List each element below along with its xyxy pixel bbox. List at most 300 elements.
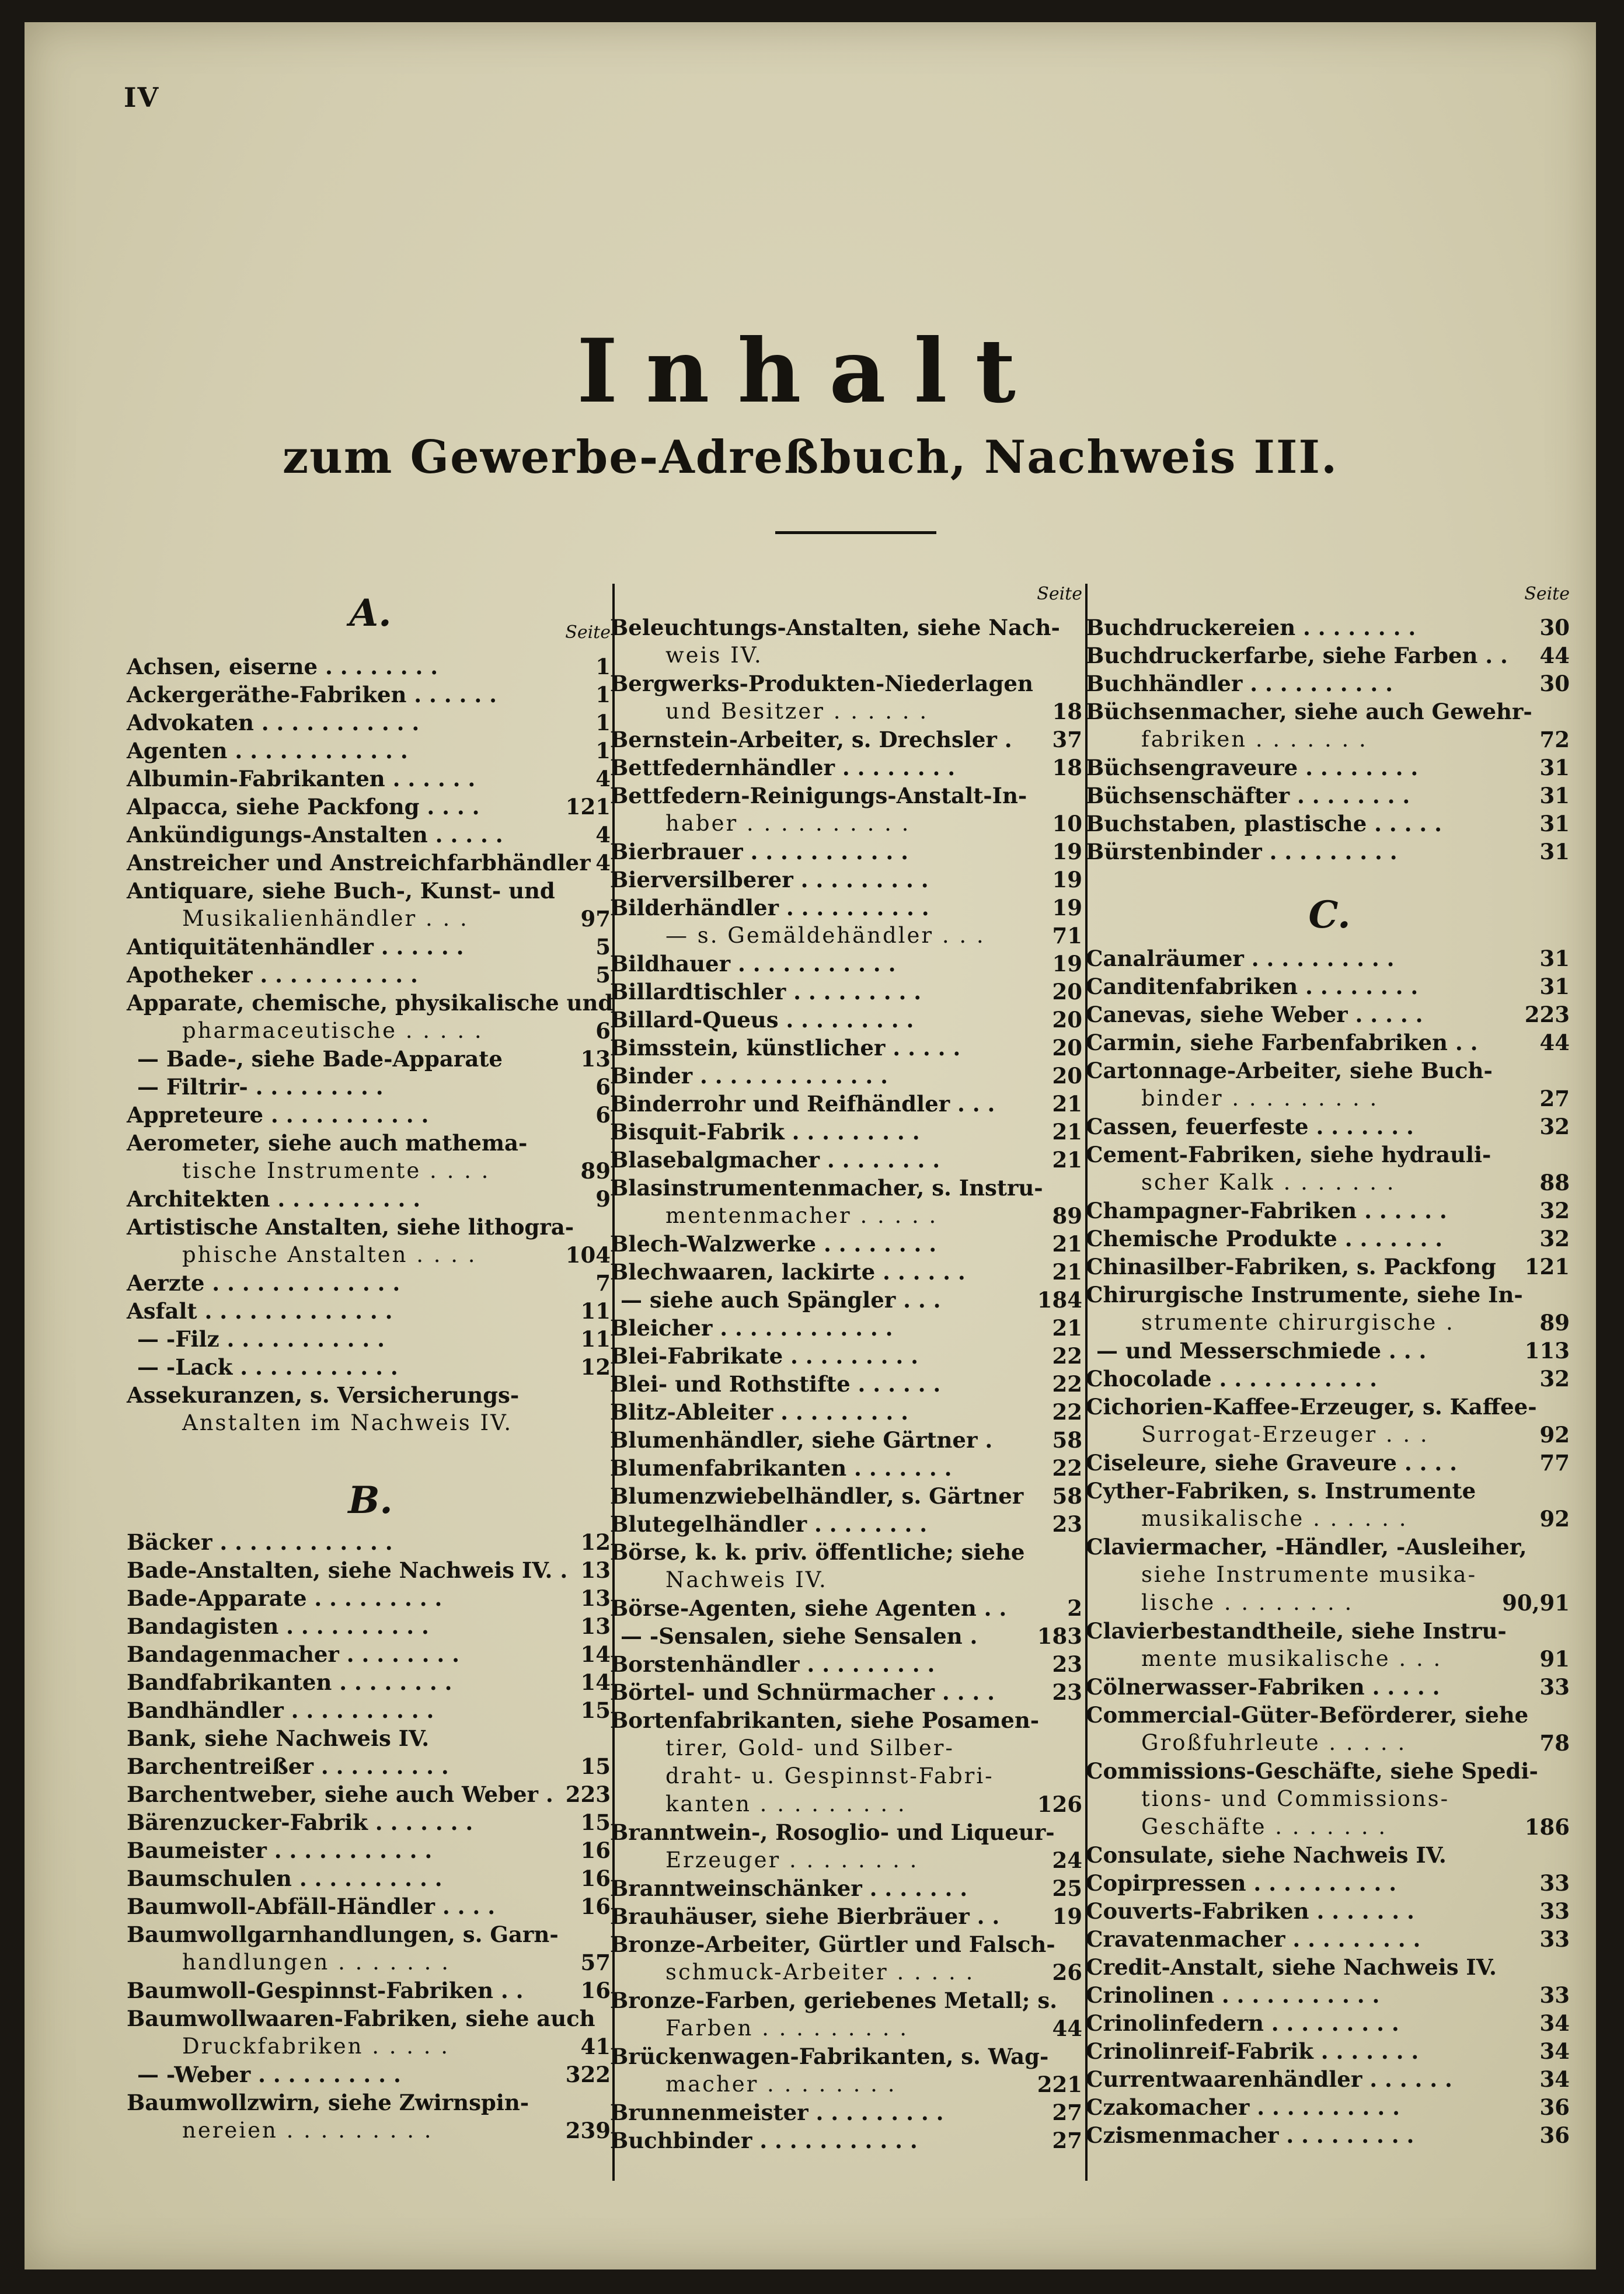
entry-page: 184 xyxy=(1037,1287,1082,1313)
entry-text: Blei- und Rothstifte . . . . . . xyxy=(610,1371,941,1397)
entry-page: 31 xyxy=(1539,946,1570,971)
entry-text: Canevas, siehe Weber . . . . . xyxy=(1086,1002,1423,1027)
entry-text: Bettfedern-Reinigungs-Anstalt-In- xyxy=(610,783,1027,808)
index-entry xyxy=(1086,810,1573,838)
index-entry xyxy=(1086,1309,1573,1337)
entry-text: Beleuchtungs-Anstalten, siehe Nach- xyxy=(610,615,1060,640)
entry-text: Champagner-Fabriken . . . . . . xyxy=(1086,1198,1447,1223)
entry-text: mentenmacher . . . . . xyxy=(665,1203,938,1228)
entry-text: Farben . . . . . . . . . xyxy=(665,2016,909,2041)
entry-text: Nachweis IV. xyxy=(665,1567,828,1592)
entry-page: 24 xyxy=(1052,1847,1082,1873)
index-entry xyxy=(610,1202,1086,1230)
index-entry xyxy=(1086,1617,1573,1645)
index-entry xyxy=(1086,642,1573,670)
entry-page: 20 xyxy=(1052,979,1082,1005)
index-entry xyxy=(1086,1757,1573,1785)
entry-text: Commercial-Güter-Beförderer, siehe xyxy=(1086,1702,1529,1728)
entry-text: Bierbrauer . . . . . . . . . . . xyxy=(610,839,909,864)
entry-text: Architekten . . . . . . . . . . xyxy=(127,1186,421,1212)
index-entry xyxy=(610,950,1086,978)
entry-text: fabriken . . . . . . . xyxy=(1141,727,1368,752)
entry-page: 16 xyxy=(580,1866,611,1891)
entry-text: handlungen . . . . . . . xyxy=(182,1950,450,1975)
document-page xyxy=(25,22,1596,2269)
entry-text: kanten . . . . . . . . . xyxy=(665,1791,907,1817)
index-entry xyxy=(127,793,614,821)
index-entry xyxy=(610,1958,1086,1986)
index-entry xyxy=(1086,2037,1573,2065)
index-entry xyxy=(127,737,614,765)
entry-text: Bade-Apparate . . . . . . . . . xyxy=(127,1585,442,1611)
entry-page: 22 xyxy=(1052,1371,1082,1397)
index-entry xyxy=(610,1006,1086,1034)
index-entry xyxy=(610,1146,1086,1174)
entry-page: 11 xyxy=(580,1298,611,1324)
index-entry xyxy=(610,1370,1086,1398)
entry-text: Buchhändler . . . . . . . . . . xyxy=(1086,671,1393,696)
entry-page: 21 xyxy=(1052,1315,1082,1341)
entry-page: 18 xyxy=(1052,699,1082,724)
index-entry xyxy=(610,1678,1086,1706)
entry-page: 25 xyxy=(1052,1875,1082,1901)
entry-page: 15 xyxy=(580,1697,611,1723)
index-entry xyxy=(127,1920,614,1948)
index-entry xyxy=(610,1230,1086,1258)
entry-text: Bildhauer . . . . . . . . . . . xyxy=(610,951,896,977)
page-title: Inhalt xyxy=(577,320,1044,423)
entry-text: Albumin-Fabrikanten . . . . . . xyxy=(127,766,476,792)
index-entry xyxy=(1086,1057,1573,1085)
index-entry xyxy=(1086,1869,1573,1897)
entry-text: Buchdruckereien . . . . . . . . xyxy=(1086,615,1416,640)
index-entry xyxy=(127,1948,614,1976)
entry-page: 33 xyxy=(1539,1926,1570,1952)
index-entry xyxy=(610,1566,1086,1594)
entry-text: Cravatenmacher . . . . . . . . . xyxy=(1086,1926,1421,1952)
index-entry xyxy=(127,1864,614,1892)
index-entry xyxy=(610,838,1086,866)
entry-text: Blumenfabrikanten . . . . . . . xyxy=(610,1455,952,1481)
entry-page: 23 xyxy=(1052,1511,1082,1537)
entry-text: Clavierbestandtheile, siehe Instru- xyxy=(1086,1618,1507,1644)
index-entry xyxy=(127,961,614,989)
entry-page: 22 xyxy=(1052,1343,1082,1369)
index-entry xyxy=(1086,1141,1573,1169)
entry-text: Apparate, chemische, physikalische und xyxy=(127,990,614,1016)
page-subtitle: zum Gewerbe-Adreßbuch, Nachweis III. xyxy=(282,431,1339,484)
entry-page: 89 xyxy=(1539,1310,1570,1336)
entry-page: 6 xyxy=(595,1018,611,1044)
index-entry xyxy=(127,1612,614,1640)
entry-text: — Filtrir- . . . . . . . . . xyxy=(137,1074,384,1100)
index-entry xyxy=(127,2004,614,2032)
entry-text: Appreteure . . . . . . . . . . . xyxy=(127,1102,429,1128)
entry-text: Ackergeräthe-Fabriken . . . . . . xyxy=(127,682,497,707)
entry-page: 33 xyxy=(1539,1898,1570,1924)
index-entry xyxy=(127,1696,614,1724)
index-entry xyxy=(610,1034,1086,1062)
entry-page: 27 xyxy=(1539,1086,1570,1111)
entry-page: 221 xyxy=(1037,2072,1082,2097)
entry-text: Bilderhändler . . . . . . . . . . xyxy=(610,895,929,921)
entry-page: 31 xyxy=(1539,839,1570,864)
entry-text: Büchsenmacher, siehe auch Gewehr- xyxy=(1086,699,1532,724)
entry-text: Blutegelhändler . . . . . . . . xyxy=(610,1511,928,1537)
index-entry xyxy=(127,681,614,709)
entry-text: Büchsenschäfter . . . . . . . . xyxy=(1086,783,1410,808)
index-entry xyxy=(610,1538,1086,1566)
entry-text: musikalische . . . . . . xyxy=(1141,1506,1408,1531)
entry-page: 121 xyxy=(565,794,611,820)
index-entry xyxy=(127,1269,614,1297)
entry-text: Branntwein-, Rosoglio- und Liqueur- xyxy=(610,1819,1055,1845)
entry-text: Bandagenmacher . . . . . . . . xyxy=(127,1641,459,1667)
entry-page: 34 xyxy=(1539,2038,1570,2064)
entry-page: 1 xyxy=(595,738,611,763)
entry-text: Bärenzucker-Fabrik . . . . . . . xyxy=(127,1810,473,1835)
entry-text: — -Filz . . . . . . . . . . . xyxy=(137,1326,385,1352)
entry-page: 15 xyxy=(580,1753,611,1779)
section-letter: C. xyxy=(1308,893,1351,937)
index-entry xyxy=(1086,2093,1573,2121)
entry-page: 13 xyxy=(580,1557,611,1583)
section-letter: B. xyxy=(348,1479,393,1522)
entry-text: Crinolinfedern . . . . . . . . . xyxy=(1086,2010,1399,2036)
entry-text: Barchentreißer . . . . . . . . . xyxy=(127,1753,449,1779)
entry-text: Couverts-Fabriken . . . . . . . xyxy=(1086,1898,1414,1924)
entry-text: Bimsstein, künstlicher . . . . . xyxy=(610,1035,961,1061)
entry-page: 322 xyxy=(565,2062,611,2087)
entry-text: Claviermacher, -Händler, -Ausleiher, xyxy=(1086,1534,1527,1560)
entry-page: 22 xyxy=(1052,1399,1082,1425)
entry-page: 97 xyxy=(580,906,611,932)
entry-text: Achsen, eiserne . . . . . . . . xyxy=(127,654,438,679)
entry-text: — -Sensalen, siehe Sensalen . xyxy=(621,1623,978,1649)
index-entry xyxy=(610,1426,1086,1454)
entry-text: Bäcker . . . . . . . . . . . . xyxy=(127,1529,393,1555)
index-entry xyxy=(127,1836,614,1864)
entry-text: binder . . . . . . . . . xyxy=(1141,1086,1379,1111)
index-entry xyxy=(127,1584,614,1612)
entry-text: Büchsengraveure . . . . . . . . xyxy=(1086,755,1419,780)
entry-text: Chinasilber-Fabriken, s. Packfong xyxy=(1086,1254,1496,1280)
entry-text: Ciseleure, siehe Graveure . . . . xyxy=(1086,1450,1458,1476)
index-entry xyxy=(1086,670,1573,698)
index-entry xyxy=(1086,838,1573,866)
index-entry xyxy=(127,1297,614,1325)
entry-text: Cichorien-Kaffee-Erzeuger, s. Kaffee- xyxy=(1086,1394,1537,1420)
index-entry xyxy=(127,1101,614,1129)
entry-page: 31 xyxy=(1539,755,1570,780)
entry-text: Bleicher . . . . . . . . . . . . xyxy=(610,1315,893,1341)
entry-page: 32 xyxy=(1539,1226,1570,1251)
entry-text: Cyther-Fabriken, s. Instrumente xyxy=(1086,1478,1476,1504)
entry-page: 12 xyxy=(580,1529,611,1555)
index-entry xyxy=(1086,754,1573,782)
entry-page: 89 xyxy=(1052,1203,1082,1229)
entry-text: Blech-Walzwerke . . . . . . . . xyxy=(610,1231,937,1257)
entry-page: 92 xyxy=(1539,1506,1570,1532)
entry-text: strumente chirurgische . xyxy=(1141,1310,1455,1335)
entry-page: 20 xyxy=(1052,1063,1082,1089)
index-entry xyxy=(1086,1561,1573,1589)
entry-text: — Bade-, siehe Bade-Apparate xyxy=(137,1046,503,1072)
index-entry xyxy=(610,978,1086,1006)
index-entry xyxy=(1086,1673,1573,1701)
entry-page: 90,91 xyxy=(1502,1590,1570,1616)
entry-page: 89 xyxy=(580,1158,611,1184)
entry-text: Copirpressen . . . . . . . . . . xyxy=(1086,1870,1397,1896)
entry-text: nereien . . . . . . . . . xyxy=(182,2118,433,2143)
entry-text: Börse-Agenten, siehe Agenten . . xyxy=(610,1595,1007,1621)
entry-text: Chocolade . . . . . . . . . . . xyxy=(1086,1366,1378,1392)
index-entry xyxy=(1086,1645,1573,1673)
index-entry xyxy=(1086,2121,1573,2149)
index-entry xyxy=(1086,1393,1573,1421)
entry-text: tions- und Commissions- xyxy=(1141,1786,1450,1811)
index-entry xyxy=(610,1650,1086,1678)
entry-page: 27 xyxy=(1052,2128,1082,2153)
index-entry xyxy=(1086,782,1573,810)
index-entry xyxy=(610,1090,1086,1118)
index-entry xyxy=(127,765,614,793)
entry-text: macher . . . . . . . . xyxy=(665,2072,897,2097)
index-entry xyxy=(127,1892,614,1920)
index-entry xyxy=(127,1073,614,1101)
index-entry xyxy=(610,2098,1086,2126)
entry-text: Blasebalgmacher . . . . . . . . xyxy=(610,1147,940,1173)
entry-text: Czakomacher . . . . . . . . . . xyxy=(1086,2094,1400,2120)
index-entry xyxy=(610,698,1086,726)
index-entry xyxy=(610,2042,1086,2070)
entry-text: schmuck-Arbeiter . . . . . xyxy=(665,1960,975,1985)
entry-page: 77 xyxy=(1539,1450,1570,1476)
entry-page: 31 xyxy=(1539,811,1570,836)
index-entry xyxy=(127,1241,614,1269)
entry-text: weis IV. xyxy=(665,643,763,668)
entry-page: 186 xyxy=(1524,1814,1570,1840)
index-entry xyxy=(1086,1197,1573,1225)
entry-text: — s. Gemäldehändler . . . xyxy=(665,923,985,948)
entry-text: Bettfedernhändler . . . . . . . . xyxy=(610,755,956,780)
entry-text: Bierversilberer . . . . . . . . . xyxy=(610,867,929,893)
entry-text: Baumschulen . . . . . . . . . . xyxy=(127,1866,442,1891)
entry-text: — -Lack . . . . . . . . . . . xyxy=(137,1354,398,1380)
index-entry xyxy=(610,922,1086,950)
index-entry xyxy=(610,1482,1086,1510)
entry-text: Blasinstrumentenmacher, s. Instru- xyxy=(610,1175,1043,1201)
entry-text: Baumwollwaaren-Fabriken, siehe auch xyxy=(127,2006,595,2031)
entry-page: 37 xyxy=(1052,727,1082,752)
entry-page: 27 xyxy=(1052,2100,1082,2125)
index-entry xyxy=(1086,1449,1573,1477)
entry-text: mente musikalische . . . xyxy=(1141,1646,1442,1671)
index-entry xyxy=(127,1556,614,1584)
index-column-2 xyxy=(610,577,1086,2205)
index-entry xyxy=(1086,1225,1573,1253)
entry-page: 104 xyxy=(565,1242,611,1268)
index-entry xyxy=(127,1325,614,1353)
index-entry xyxy=(1086,1000,1573,1029)
entry-text: Brunnenmeister . . . . . . . . . xyxy=(610,2100,944,2125)
entry-text: Ankündigungs-Anstalten . . . . . xyxy=(127,822,503,848)
index-entry xyxy=(127,1185,614,1213)
index-entry xyxy=(1086,1701,1573,1729)
entry-text: Chemische Produkte . . . . . . . xyxy=(1086,1226,1443,1251)
entry-page: 15 xyxy=(580,1810,611,1835)
entry-text: Bronze-Arbeiter, Gürtler und Falsch- xyxy=(610,1932,1055,1957)
entry-text: Baumwollzwirn, siehe Zwirnspin- xyxy=(127,2090,529,2115)
index-entry xyxy=(1086,698,1573,726)
entry-page: 33 xyxy=(1539,1982,1570,2008)
entry-text: und Besitzer . . . . . . xyxy=(665,699,929,724)
entry-page: 44 xyxy=(1052,2016,1082,2041)
entry-text: Apotheker . . . . . . . . . . . xyxy=(127,962,418,988)
entry-page: 223 xyxy=(1524,1002,1570,1027)
index-entry xyxy=(127,1353,614,1381)
entry-text: Baumwoll-Abfäll-Händler . . . . xyxy=(127,1894,496,1919)
entry-text: Bernstein-Arbeiter, s. Drechsler . xyxy=(610,727,1012,752)
entry-text: Bandagisten . . . . . . . . . . xyxy=(127,1613,429,1639)
entry-text: Czismenmacher . . . . . . . . . xyxy=(1086,2122,1414,2148)
entry-text: Barchentweber, siehe auch Weber . xyxy=(127,1781,553,1807)
entry-text: Asfalt . . . . . . . . . . . . . xyxy=(127,1298,393,1324)
entry-text: lische . . . . . . . . xyxy=(1141,1590,1354,1615)
index-entry xyxy=(127,1157,614,1185)
index-entry xyxy=(610,1986,1086,2014)
entry-page: 36 xyxy=(1539,2094,1570,2120)
entry-page: 1 xyxy=(595,710,611,735)
index-entry xyxy=(1086,1085,1573,1113)
entry-text: Branntweinschänker . . . . . . . xyxy=(610,1875,968,1901)
index-entry xyxy=(610,1398,1086,1426)
entry-text: Commissions-Geschäfte, siehe Spedi- xyxy=(1086,1758,1538,1784)
entry-text: Antiquitätenhändler . . . . . . xyxy=(127,934,464,960)
index-entry xyxy=(1086,1365,1573,1393)
index-entry xyxy=(127,1668,614,1696)
entry-text: Assekuranzen, s. Versicherungs- xyxy=(127,1382,520,1408)
entry-text: Consulate, siehe Nachweis IV. xyxy=(1086,1842,1447,1868)
entry-page: 58 xyxy=(1052,1483,1082,1509)
entry-text: Bisquit-Fabrik . . . . . . . . . xyxy=(610,1119,920,1145)
index-entry xyxy=(610,1874,1086,1902)
entry-text: — und Messerschmiede . . . xyxy=(1096,1338,1427,1364)
entry-page: 13 xyxy=(580,1613,611,1639)
index-entry xyxy=(610,1174,1086,1202)
index-column-1 xyxy=(127,577,614,2205)
entry-text: Brauhäuser, siehe Bierbräuer . . xyxy=(610,1903,1000,1929)
page-number: IV xyxy=(124,82,160,113)
entry-page: 6 xyxy=(595,1102,611,1128)
index-entry xyxy=(1086,726,1573,754)
entry-text: Currentwaarenhändler . . . . . . xyxy=(1086,2066,1452,2092)
entry-text: Billardtischler . . . . . . . . . xyxy=(610,979,922,1005)
entry-text: Cartonnage-Arbeiter, siehe Buch- xyxy=(1086,1058,1493,1083)
index-entry xyxy=(610,1790,1086,1818)
entry-text: Crinolinen . . . . . . . . . . . xyxy=(1086,1982,1380,2008)
index-entry xyxy=(610,1342,1086,1370)
entry-page: 19 xyxy=(1052,895,1082,921)
index-entry xyxy=(610,1902,1086,1930)
index-entry xyxy=(127,1409,614,1437)
entry-page: 14 xyxy=(580,1669,611,1695)
entry-text: Baumwollgarnhandlungen, s. Garn- xyxy=(127,1922,559,1947)
entry-page: 31 xyxy=(1539,974,1570,999)
entry-text: Musikalienhändler . . . xyxy=(182,906,469,931)
entry-text: Bürstenbinder . . . . . . . . . xyxy=(1086,839,1398,864)
entry-text: Buchbinder . . . . . . . . . . . xyxy=(610,2128,918,2153)
entry-text: Bade-Anstalten, siehe Nachweis IV. . xyxy=(127,1557,568,1583)
index-entry xyxy=(610,810,1086,838)
index-entry xyxy=(610,1062,1086,1090)
entry-page: 19 xyxy=(1052,1903,1082,1929)
index-entry xyxy=(1086,1925,1573,1953)
section-letter: A. xyxy=(349,591,392,635)
entry-page: 21 xyxy=(1052,1119,1082,1145)
index-entry xyxy=(127,1017,614,1045)
entry-page: 30 xyxy=(1539,671,1570,696)
seite-heading: Seite xyxy=(1037,584,1082,604)
index-entry xyxy=(127,877,614,905)
index-entry xyxy=(610,726,1086,754)
entry-page: 16 xyxy=(580,1978,611,2003)
entry-page: 5 xyxy=(595,934,611,960)
entry-text: scher Kalk . . . . . . . xyxy=(1141,1170,1396,1195)
entry-page: 32 xyxy=(1539,1366,1570,1392)
index-entry xyxy=(127,1129,614,1157)
index-entry xyxy=(1086,1337,1573,1365)
entry-page: 78 xyxy=(1539,1730,1570,1756)
entry-text: Brückenwagen-Fabrikanten, s. Wag- xyxy=(610,2044,1049,2069)
index-entry xyxy=(610,1594,1086,1622)
entry-text: Bergwerks-Produkten-Niederlagen xyxy=(610,671,1033,696)
index-entry xyxy=(1086,1281,1573,1309)
entry-page: 44 xyxy=(1539,643,1570,668)
entry-text: Geschäfte . . . . . . . xyxy=(1141,1814,1388,1839)
entry-text: Buchdruckerfarbe, siehe Farben . . xyxy=(1086,643,1508,668)
index-entry xyxy=(127,989,614,1017)
index-entry xyxy=(127,1381,614,1409)
entry-text: Bronze-Farben, geriebenes Metall; s. xyxy=(610,1988,1058,2013)
entry-page: 21 xyxy=(1052,1259,1082,1285)
entry-page: 18 xyxy=(1052,755,1082,780)
index-entry xyxy=(1086,1169,1573,1197)
entry-text: Bank, siehe Nachweis IV. xyxy=(127,1725,430,1751)
entry-text: Canalräumer . . . . . . . . . . xyxy=(1086,946,1395,971)
index-entry xyxy=(127,1528,614,1556)
index-entry xyxy=(1086,1953,1573,1981)
entry-page: 30 xyxy=(1539,615,1570,640)
entry-text: Bandhändler . . . . . . . . . . xyxy=(127,1697,434,1723)
entry-page: 33 xyxy=(1539,1674,1570,1700)
index-entry xyxy=(127,821,614,849)
index-entry xyxy=(1086,972,1573,1000)
entry-page: 41 xyxy=(580,2034,611,2059)
index-entry xyxy=(1086,1113,1573,1141)
entry-text: Baumeister . . . . . . . . . . . xyxy=(127,1838,433,1863)
entry-text: Großfuhrleute . . . . . xyxy=(1141,1730,1407,1755)
index-entry xyxy=(127,2117,614,2145)
entry-text: tische Instrumente . . . . xyxy=(182,1158,490,1183)
entry-text: Anstreicher und Anstreichfarbhändler xyxy=(127,850,591,876)
entry-text: Börse, k. k. priv. öffentliche; siehe xyxy=(610,1539,1025,1565)
entry-page: 20 xyxy=(1052,1007,1082,1033)
entry-page: 6 xyxy=(595,1074,611,1100)
index-entry xyxy=(610,1734,1086,1762)
entry-page: 4 xyxy=(595,822,611,848)
entry-page: 16 xyxy=(580,1894,611,1919)
